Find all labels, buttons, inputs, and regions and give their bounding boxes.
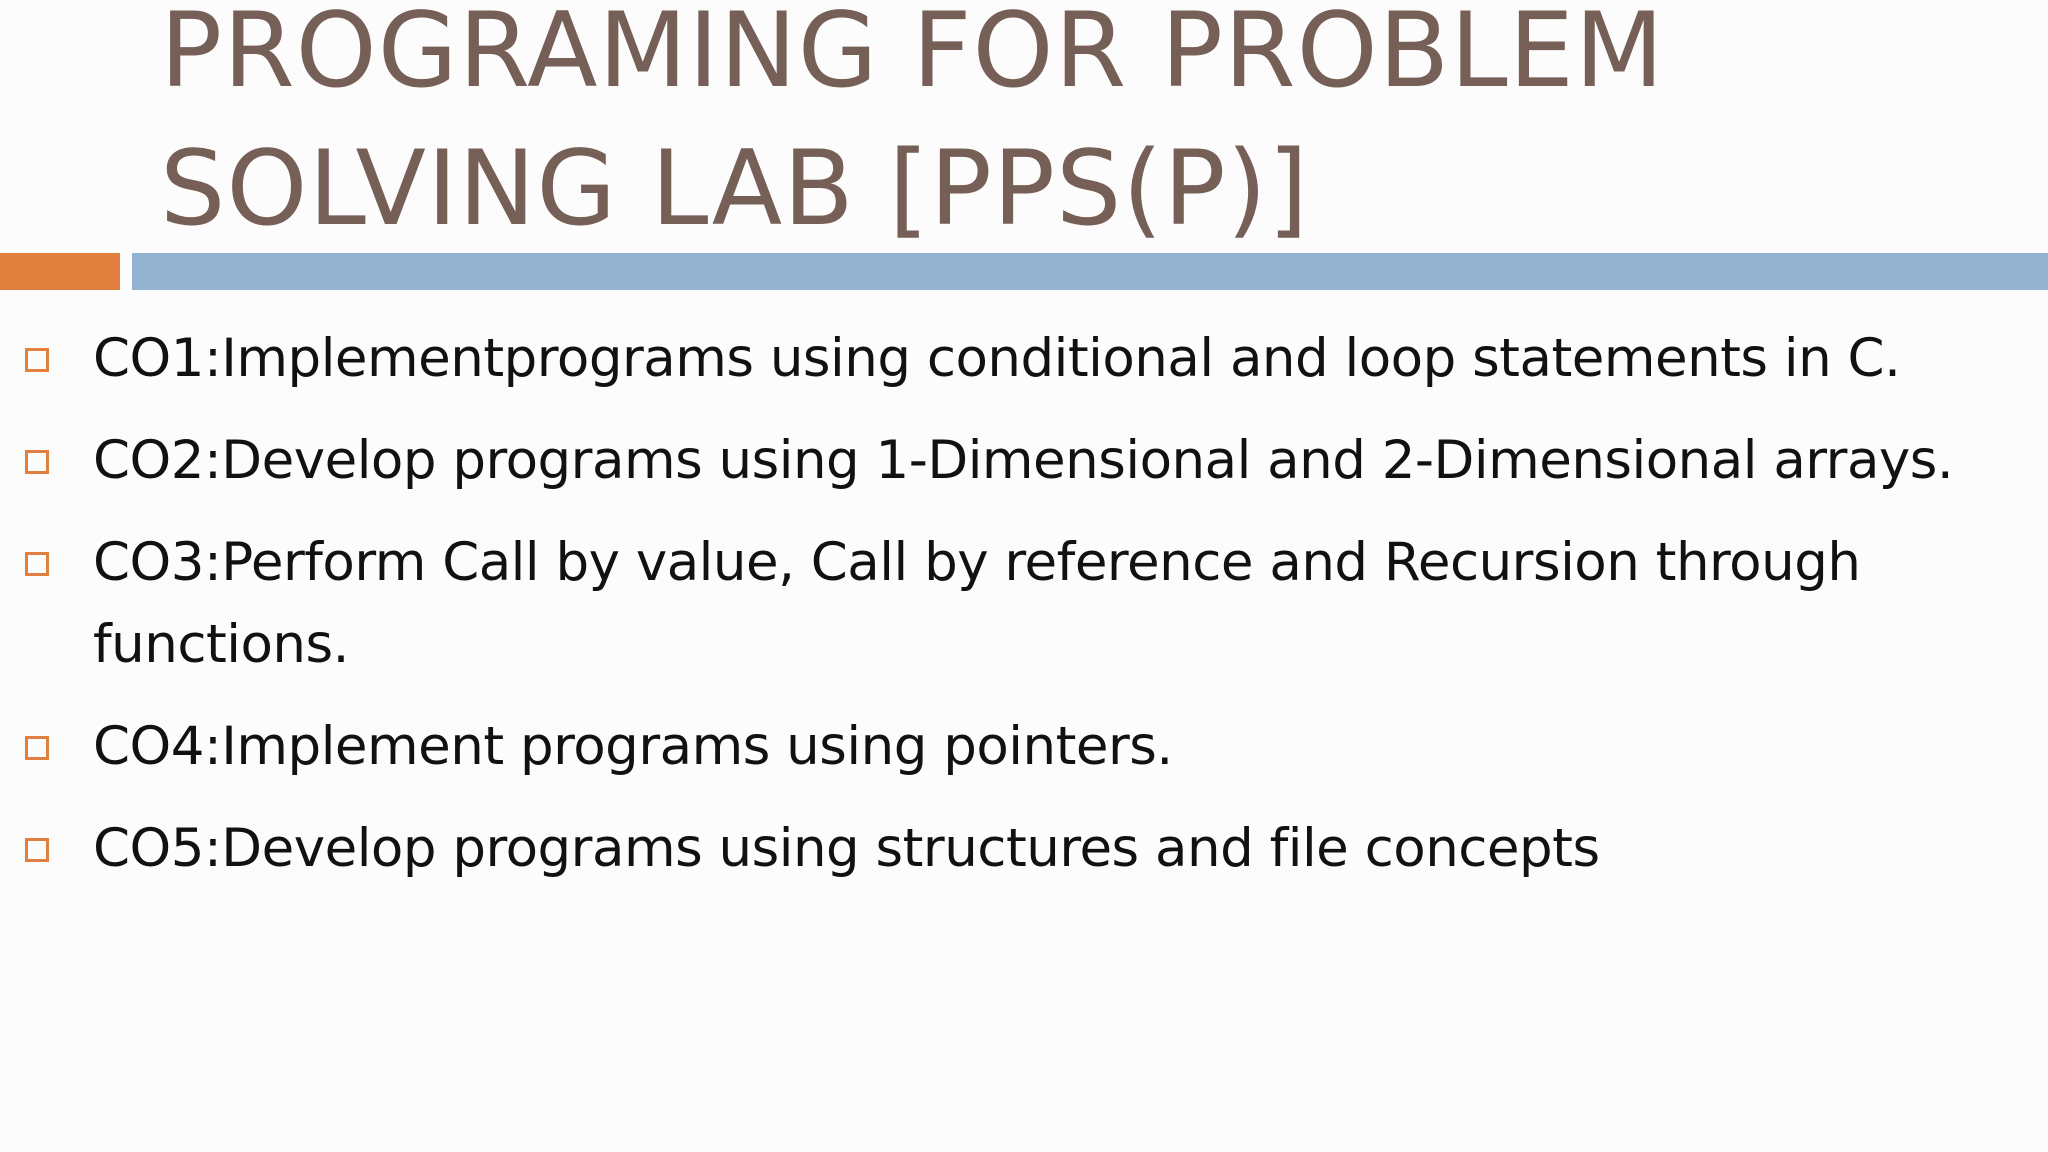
list-item-co5	[0, 808, 2048, 890]
bullet-text: CO4:Implement programs using pointers.	[93, 716, 1173, 777]
slide-title-line-2: SOLVING LAB [PPS(P)]	[160, 129, 1310, 249]
square-bullet-icon	[25, 736, 49, 760]
list-item-co3	[0, 522, 2048, 686]
list-item-co2	[0, 420, 2048, 502]
slide-title-line-1: PROGRAMING FOR PROBLEM	[160, 0, 1665, 111]
slide-title	[160, 0, 2020, 258]
square-bullet-icon	[25, 450, 49, 474]
square-bullet-icon	[25, 838, 49, 862]
list-item-co1	[0, 318, 2048, 400]
square-bullet-icon	[25, 348, 49, 372]
square-bullet-icon	[25, 552, 49, 576]
bullet-text: CO5:Develop programs using structures and file concepts	[93, 818, 1600, 879]
title-accent-bar	[0, 253, 120, 290]
list-item-co4	[0, 706, 2048, 788]
bullet-text: CO2:Develop programs using 1-Dimensional and 2-Dimensional arrays.	[93, 430, 1954, 491]
course-outcomes-list	[0, 318, 2048, 910]
title-divider-bar	[132, 253, 2048, 290]
bullet-text: CO3:Perform Call by value, Call by reference and Recursion through functions.	[93, 532, 1861, 675]
bullet-text: CO1:Implementprograms using conditional and loop statements in C.	[93, 328, 1901, 389]
